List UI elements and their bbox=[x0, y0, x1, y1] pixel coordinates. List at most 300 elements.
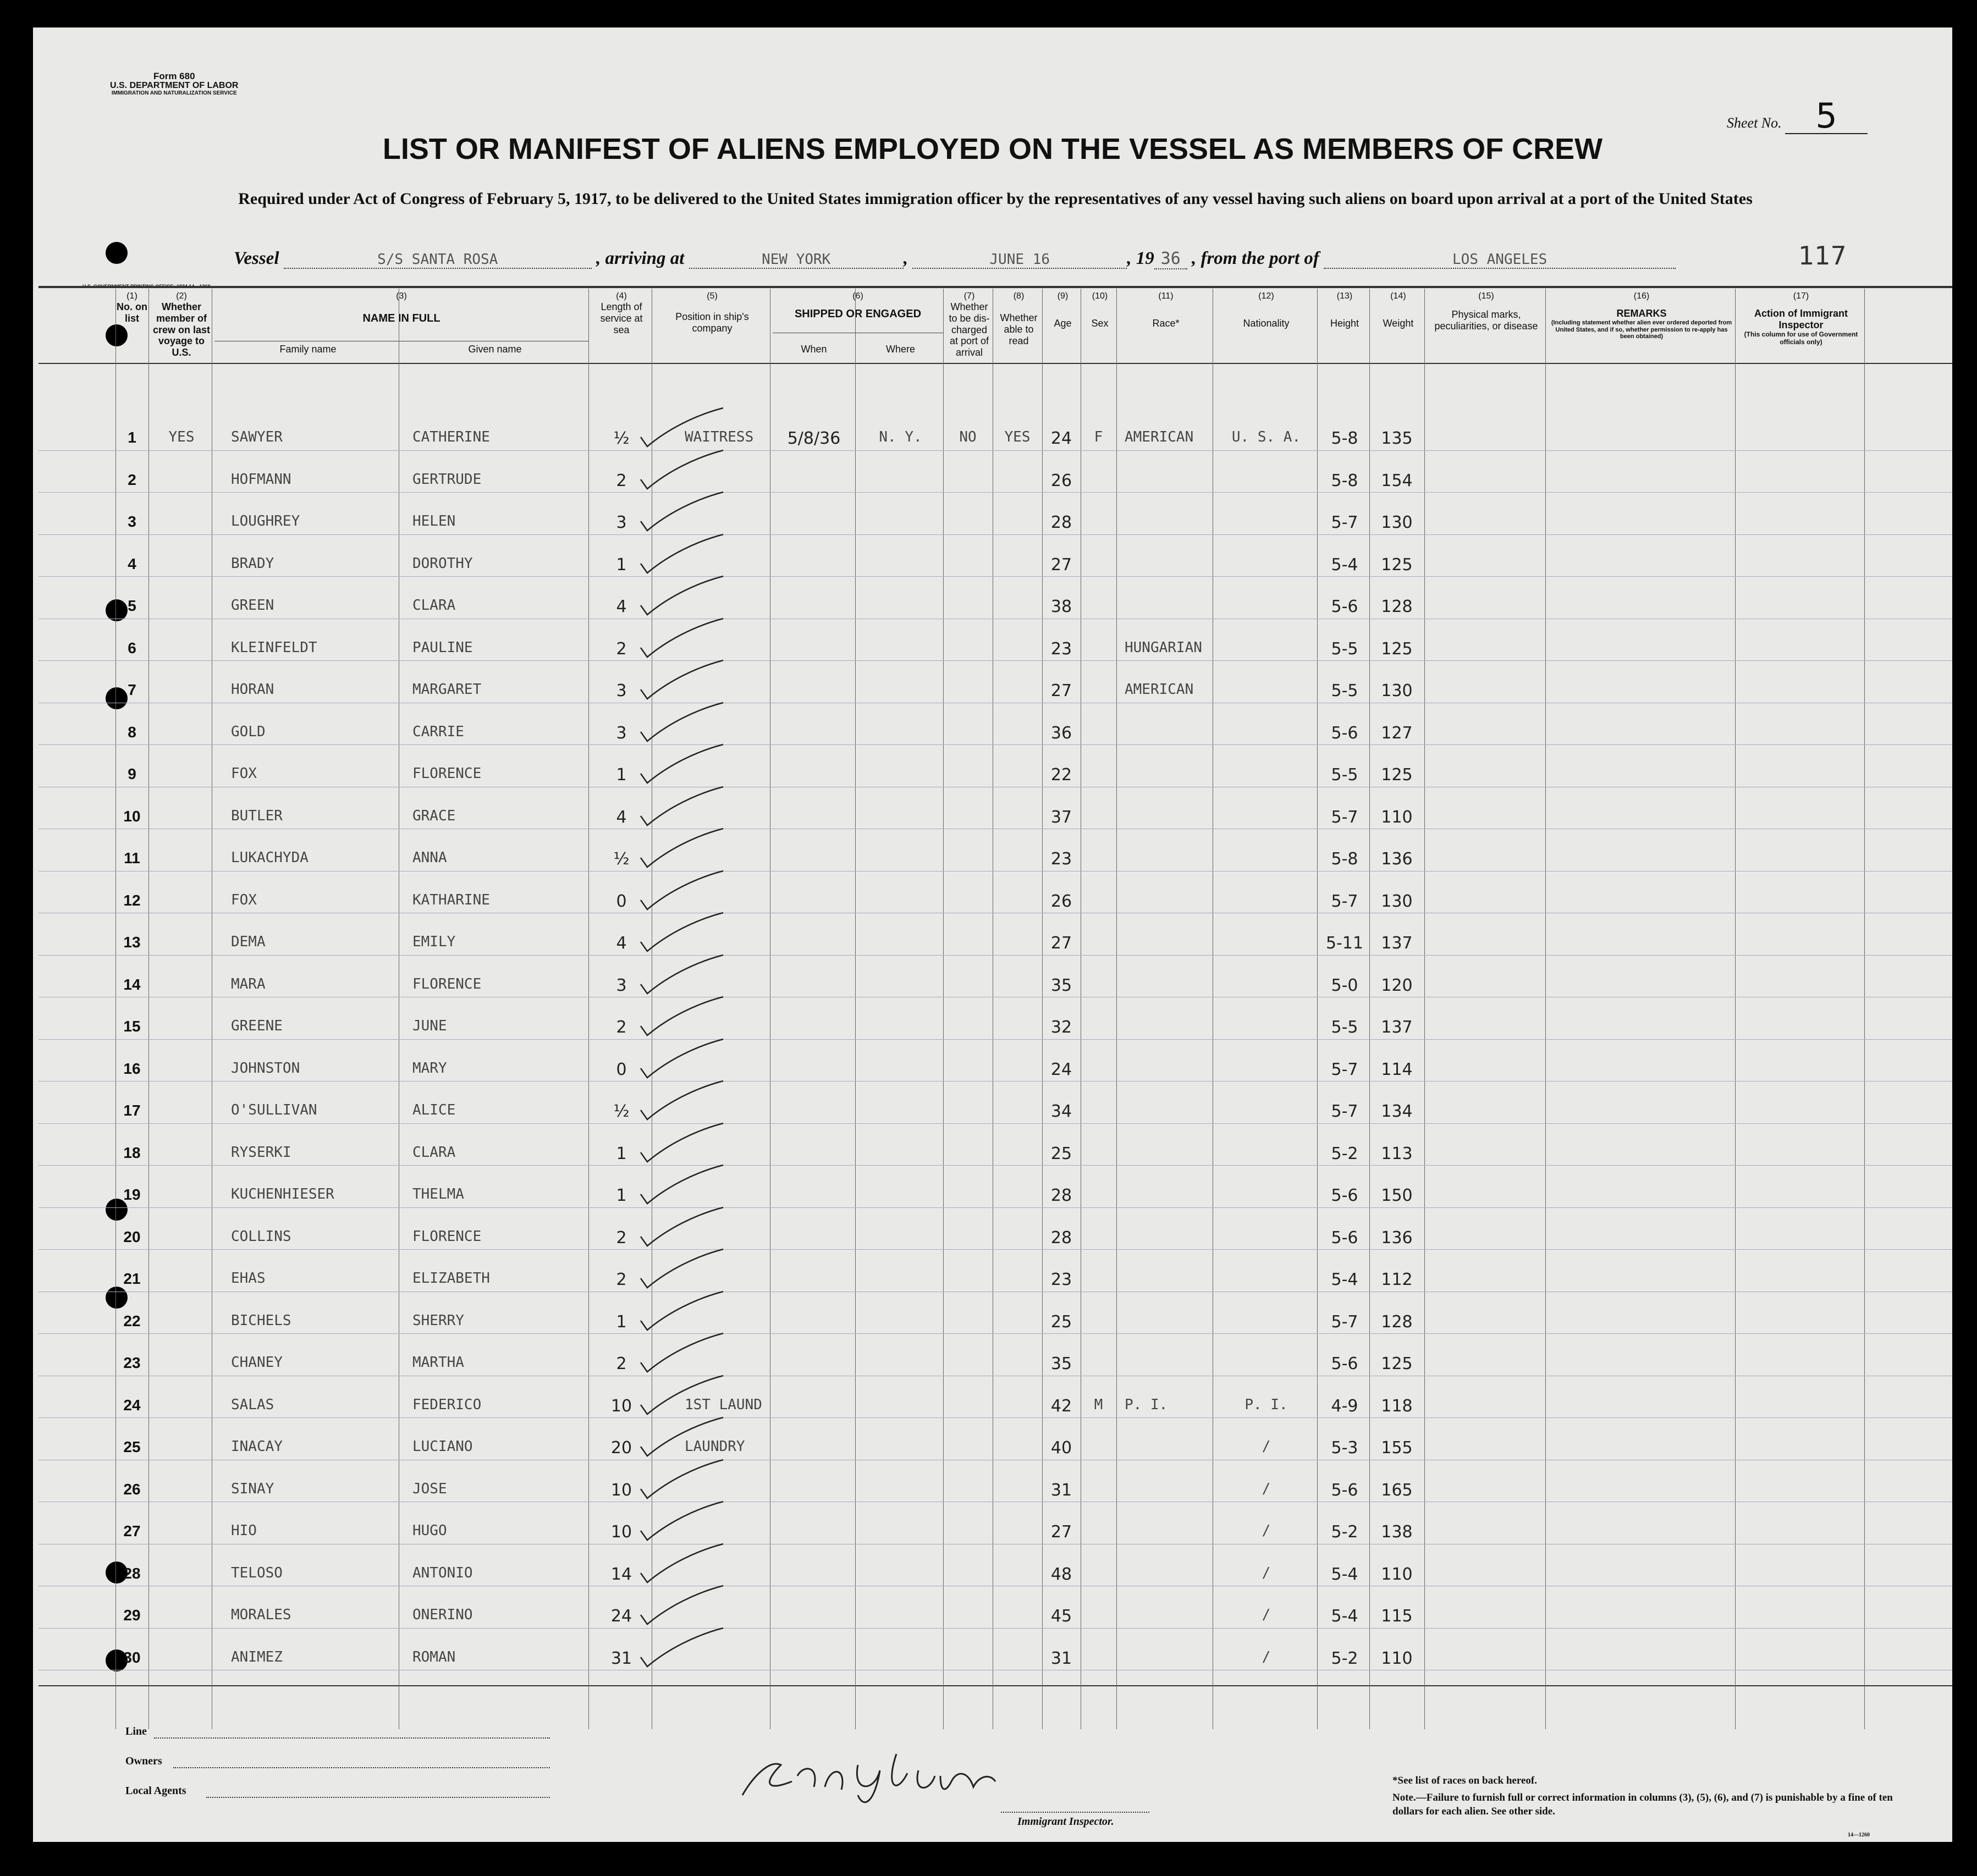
cell-family: MARA bbox=[231, 975, 266, 992]
column-rule bbox=[855, 289, 856, 1729]
cell-service: 2 bbox=[616, 1270, 627, 1289]
cell-height: 5-6 bbox=[1331, 723, 1358, 743]
from-label: , from the port of bbox=[1191, 249, 1319, 268]
cell-height: 5-6 bbox=[1331, 1228, 1358, 1248]
cell-no: 15 bbox=[123, 1018, 141, 1035]
col-header-sex: (10) Sex bbox=[1091, 291, 1109, 329]
col-header-read: (8) Whether able to read bbox=[1000, 291, 1038, 346]
cell-age: 26 bbox=[1050, 891, 1072, 911]
cell-no: 14 bbox=[123, 975, 141, 993]
cell-given: FLORENCE bbox=[412, 765, 482, 782]
cell-family: FOX bbox=[231, 765, 257, 782]
cell-family: JOHNSTON bbox=[231, 1060, 300, 1077]
from-port: LOS ANGELES bbox=[1324, 251, 1676, 269]
cell-age: 28 bbox=[1050, 1186, 1072, 1205]
cell-no: 18 bbox=[123, 1144, 141, 1161]
cell-weight: 113 bbox=[1381, 1144, 1413, 1163]
cell-service: 10 bbox=[610, 1396, 632, 1416]
table-row bbox=[38, 955, 1952, 956]
cell-service: 4 bbox=[616, 597, 627, 616]
column-rule bbox=[943, 289, 944, 1729]
cell-given: EMILY bbox=[412, 934, 456, 950]
owners-label: Owners bbox=[125, 1755, 162, 1767]
cell-height: 5-8 bbox=[1331, 471, 1358, 490]
cell-family: ANIMEZ bbox=[231, 1648, 283, 1665]
cell-height: 5-2 bbox=[1331, 1144, 1358, 1163]
cell-service: 3 bbox=[616, 681, 627, 700]
col-header-height: (13) Height bbox=[1330, 291, 1359, 329]
cell-no: 29 bbox=[123, 1607, 141, 1624]
cell-age: 28 bbox=[1050, 513, 1072, 532]
cell-age: 45 bbox=[1050, 1607, 1072, 1626]
cell-position: 1ST LAUND bbox=[685, 1396, 762, 1413]
cell-service: 10 bbox=[610, 1480, 632, 1500]
cell-service: 2 bbox=[616, 1228, 627, 1248]
cell-family: MORALES bbox=[231, 1607, 291, 1623]
cell-age: 25 bbox=[1050, 1312, 1072, 1332]
cell-age: 36 bbox=[1050, 723, 1072, 743]
cell-given: THELMA bbox=[412, 1186, 464, 1202]
cell-given: ANTONIO bbox=[412, 1564, 473, 1581]
owners-field bbox=[173, 1767, 550, 1768]
cell-position: WAITRESS bbox=[685, 429, 754, 445]
cell-height: 5-7 bbox=[1331, 513, 1358, 532]
cell-family: SINAY bbox=[231, 1480, 274, 1497]
cell-height: 5-7 bbox=[1331, 1060, 1358, 1079]
table-row bbox=[38, 1081, 1952, 1082]
cell-age: 37 bbox=[1050, 807, 1072, 827]
cell-height: 5-6 bbox=[1331, 597, 1358, 616]
cell-age: 32 bbox=[1050, 1018, 1072, 1037]
line-field bbox=[154, 1737, 550, 1739]
col-header-weight: (14) Weight bbox=[1383, 291, 1414, 329]
cell-height: 5-5 bbox=[1331, 1018, 1358, 1037]
punch-hole bbox=[106, 1287, 128, 1309]
cell-family: INACAY bbox=[231, 1438, 283, 1455]
cell-age: 34 bbox=[1050, 1102, 1072, 1121]
cell-height: 5-4 bbox=[1331, 1607, 1358, 1626]
punch-hole bbox=[106, 242, 128, 264]
cell-given: JOSE bbox=[412, 1480, 447, 1497]
cell-no: 30 bbox=[123, 1648, 141, 1666]
cell-weight: 134 bbox=[1381, 1102, 1413, 1121]
cell-weight: 138 bbox=[1381, 1522, 1413, 1542]
cell-family: KUCHENHIESER bbox=[231, 1186, 334, 1202]
cell-no: 28 bbox=[123, 1564, 141, 1582]
cell-family: GOLD bbox=[231, 723, 266, 740]
col-header-discharged: (7) Whether to be dis-charged at port of arrival bbox=[949, 291, 990, 358]
cell-age: 40 bbox=[1050, 1438, 1072, 1458]
cell-age: 23 bbox=[1050, 639, 1072, 659]
cell-age: 27 bbox=[1050, 934, 1072, 953]
punch-hole bbox=[106, 324, 128, 346]
department-name: U.S. DEPARTMENT OF LABOR bbox=[110, 80, 239, 90]
cell-weight: 125 bbox=[1381, 765, 1413, 785]
cell-weight: 136 bbox=[1381, 1228, 1413, 1248]
cell-service: 10 bbox=[610, 1522, 632, 1542]
header-top-rule bbox=[38, 286, 1952, 288]
cell-age: 27 bbox=[1050, 555, 1072, 575]
table-row bbox=[38, 534, 1952, 535]
table-row bbox=[38, 1249, 1952, 1250]
cell-given: MARGARET bbox=[412, 681, 482, 698]
cell-given: HUGO bbox=[412, 1522, 447, 1539]
cell-no: 12 bbox=[123, 891, 141, 909]
cell-weight: 165 bbox=[1381, 1480, 1413, 1500]
column-rule bbox=[1369, 289, 1370, 1729]
form-number: Form 680 bbox=[153, 71, 195, 81]
cell-given: KATHARINE bbox=[412, 891, 490, 908]
cell-no: 26 bbox=[123, 1480, 141, 1498]
cell-family: GREENE bbox=[231, 1018, 283, 1034]
local-agents-label: Local Agents bbox=[125, 1785, 186, 1797]
inspector-label: Immigrant Inspector. bbox=[1017, 1816, 1114, 1828]
cell-weight: 110 bbox=[1381, 1648, 1413, 1668]
cell-service: ½ bbox=[613, 849, 630, 869]
form-identifier bbox=[110, 71, 238, 96]
cell-height: 5-11 bbox=[1325, 934, 1364, 953]
cell-age: 25 bbox=[1050, 1144, 1072, 1163]
cell-age: 38 bbox=[1050, 597, 1072, 616]
col-header-position: (5) Position in ship's company bbox=[675, 291, 749, 334]
cell-given: DOROTHY bbox=[412, 555, 473, 572]
cell-race: P. I. bbox=[1125, 1396, 1168, 1413]
cell-family: SAWYER bbox=[231, 429, 283, 445]
cell-service: 1 bbox=[616, 1186, 627, 1205]
cell-family: O'SULLIVAN bbox=[231, 1102, 317, 1118]
col-header-race: (11) Race* bbox=[1152, 291, 1180, 329]
cell-no: 1 bbox=[128, 429, 136, 446]
manifest-page bbox=[33, 27, 1952, 1842]
arrival-date: JUNE 16 bbox=[912, 251, 1127, 269]
table-row bbox=[38, 492, 1952, 493]
cell-height: 5-8 bbox=[1331, 849, 1358, 869]
cell-sex: F bbox=[1094, 429, 1103, 445]
cell-weight: 154 bbox=[1381, 471, 1413, 490]
cell-service: 31 bbox=[610, 1648, 632, 1668]
cell-weight: 135 bbox=[1381, 429, 1413, 448]
cell-age: 27 bbox=[1050, 681, 1072, 700]
col-header-family-name: Family name bbox=[279, 344, 337, 355]
cell-family: HOFMANN bbox=[231, 471, 291, 488]
table-row bbox=[38, 450, 1952, 451]
table-row bbox=[38, 660, 1952, 661]
cell-nationality: / bbox=[1262, 1522, 1271, 1539]
cell-family: EHAS bbox=[231, 1270, 266, 1287]
cell-service: 1 bbox=[616, 1312, 627, 1332]
table-row bbox=[38, 1207, 1952, 1208]
cell-family: HORAN bbox=[231, 681, 274, 698]
cell-race: HUNGARIAN bbox=[1125, 639, 1202, 656]
vessel-name: S/S SANTA ROSA bbox=[284, 251, 592, 269]
cell-no: 11 bbox=[124, 849, 140, 867]
cell-given: MARY bbox=[412, 1060, 447, 1077]
column-rule bbox=[1545, 289, 1546, 1729]
cell-weight: 137 bbox=[1381, 1018, 1413, 1037]
cell-height: 5-2 bbox=[1331, 1648, 1358, 1668]
cell-age: 23 bbox=[1050, 1270, 1072, 1289]
cell-age: 27 bbox=[1050, 1522, 1072, 1542]
cell-height: 5-7 bbox=[1331, 807, 1358, 827]
local-agents-field bbox=[206, 1797, 550, 1798]
cell-height: 5-6 bbox=[1331, 1480, 1358, 1500]
cell-nationality: / bbox=[1262, 1438, 1271, 1455]
cell-service: 3 bbox=[616, 975, 627, 995]
cell-given: ALICE bbox=[412, 1102, 456, 1118]
cell-no: 16 bbox=[123, 1060, 141, 1077]
table-row bbox=[38, 1417, 1952, 1418]
col-header-inspector-action: (17) Action of Immigrant Inspector (This column for use of Government officials only) bbox=[1744, 291, 1858, 346]
cell-service: 3 bbox=[616, 723, 627, 743]
cell-height: 5-7 bbox=[1331, 1312, 1358, 1332]
cell-height: 4-9 bbox=[1331, 1396, 1358, 1416]
sheet-number bbox=[1727, 96, 1868, 136]
cell-no: 7 bbox=[128, 681, 136, 698]
cell-weight: 125 bbox=[1381, 639, 1413, 659]
column-rule bbox=[1735, 289, 1736, 1729]
cell-no: 27 bbox=[123, 1522, 141, 1540]
inspector-signature-line bbox=[1001, 1812, 1149, 1813]
cell-no: 6 bbox=[128, 639, 136, 656]
cell-height: 5-6 bbox=[1331, 1354, 1358, 1373]
column-rule bbox=[1424, 289, 1425, 1729]
cell-weight: 155 bbox=[1381, 1438, 1413, 1458]
cell-weight: 127 bbox=[1381, 723, 1413, 743]
cell-given: FLORENCE bbox=[412, 975, 482, 992]
cell-no: 20 bbox=[123, 1228, 141, 1245]
cell-where: N. Y. bbox=[879, 429, 922, 445]
cell-height: 5-2 bbox=[1331, 1522, 1358, 1542]
col-header-name: (3) NAME IN FULL bbox=[362, 291, 440, 325]
cell-age: 23 bbox=[1050, 849, 1072, 869]
cell-weight: 128 bbox=[1381, 597, 1413, 616]
cell-weight: 114 bbox=[1381, 1060, 1413, 1079]
cell-family: LUKACHYDA bbox=[231, 849, 309, 866]
service-name: IMMIGRATION AND NATURALIZATION SERVICE bbox=[111, 90, 237, 96]
cell-family: SALAS bbox=[231, 1396, 274, 1413]
column-rule bbox=[1116, 289, 1117, 1729]
col-header-physical-marks: (15) Physical marks, peculiarities, or disease bbox=[1434, 291, 1538, 332]
cell-given: CLARA bbox=[412, 1144, 456, 1161]
cell-family: COLLINS bbox=[231, 1228, 291, 1245]
cell-service: 1 bbox=[616, 555, 627, 575]
cell-no: 13 bbox=[123, 934, 141, 951]
fine-note: Note.—Failure to furnish full or correct information in columns (3), (5), (6), and (7) is punishable by a fine of ten dollars for each alien. See other side. bbox=[1392, 1792, 1893, 1817]
year-suffix: 36 bbox=[1154, 249, 1187, 269]
cell-given: CLARA bbox=[412, 597, 456, 614]
cell-service: 2 bbox=[616, 1018, 627, 1037]
cell-family: BUTLER bbox=[231, 807, 283, 824]
cell-height: 5-5 bbox=[1331, 639, 1358, 659]
sheet-value: 5 bbox=[1785, 99, 1868, 134]
cell-no: 5 bbox=[128, 597, 136, 614]
cell-service: 4 bbox=[616, 934, 627, 953]
cell-service: 2 bbox=[616, 471, 627, 490]
cell-no: 2 bbox=[128, 471, 136, 488]
cell-weight: 118 bbox=[1381, 1396, 1413, 1416]
arriving-label: , arriving at bbox=[596, 249, 685, 268]
cell-weight: 128 bbox=[1381, 1312, 1413, 1332]
table-row bbox=[38, 576, 1952, 577]
cell-family: TELOSO bbox=[231, 1564, 283, 1581]
cell-age: 31 bbox=[1050, 1648, 1072, 1668]
cell-nationality: P. I. bbox=[1244, 1396, 1288, 1413]
line-label: Line bbox=[125, 1725, 147, 1737]
table-row bbox=[38, 1333, 1952, 1334]
cell-no: 9 bbox=[128, 765, 136, 782]
cell-given: ONERINO bbox=[412, 1607, 473, 1623]
cell-height: 5-7 bbox=[1331, 1102, 1358, 1121]
cell-height: 5-6 bbox=[1331, 1186, 1358, 1205]
col-header-previous-voyage: (2) Whether member of crew on last voyage to U.S. bbox=[152, 291, 211, 358]
cell-given: ELIZABETH bbox=[412, 1270, 490, 1287]
cell-height: 5-5 bbox=[1331, 681, 1358, 700]
cell-weight: 112 bbox=[1381, 1270, 1413, 1289]
column-rule bbox=[115, 289, 116, 1729]
check-mark bbox=[635, 1627, 734, 1676]
cell-family: GREEN bbox=[231, 597, 274, 614]
cell-height: 5-5 bbox=[1331, 765, 1358, 785]
cell-height: 5-4 bbox=[1331, 1270, 1358, 1289]
cell-age: 24 bbox=[1050, 429, 1072, 448]
cell-height: 5-4 bbox=[1331, 555, 1358, 575]
cell-service: 1 bbox=[616, 1144, 627, 1163]
cell-weight: 137 bbox=[1381, 934, 1413, 953]
cell-age: 35 bbox=[1050, 1354, 1072, 1373]
cell-height: 5-4 bbox=[1331, 1564, 1358, 1584]
cell-service: 24 bbox=[610, 1607, 632, 1626]
cell-no: 19 bbox=[123, 1186, 141, 1203]
cell-family: FOX bbox=[231, 891, 257, 908]
vessel-number: 117 bbox=[1798, 241, 1847, 271]
race-note: *See list of races on back hereof. bbox=[1392, 1775, 1537, 1786]
cell-service: 2 bbox=[616, 1354, 627, 1373]
cell-age: 42 bbox=[1050, 1396, 1072, 1416]
cell-height: 5-3 bbox=[1331, 1438, 1358, 1458]
cell-family: BRADY bbox=[231, 555, 274, 572]
cell-family: LOUGHREY bbox=[231, 513, 300, 529]
year-prefix: 19 bbox=[1136, 249, 1154, 268]
cell-age: 22 bbox=[1050, 765, 1072, 785]
cell-nationality: / bbox=[1262, 1607, 1271, 1623]
cell-nationality: U. S. A. bbox=[1231, 429, 1301, 445]
cell-given: ROMAN bbox=[412, 1648, 456, 1665]
cell-weight: 125 bbox=[1381, 1354, 1413, 1373]
cell-nationality: / bbox=[1262, 1480, 1271, 1497]
gpo-imprint: U.S. GOVERNMENT PRINTING OFFICE: 1934 14—1260 bbox=[82, 284, 211, 289]
cell-service: 0 bbox=[616, 1060, 627, 1079]
col-header-shipped: (6) SHIPPED OR ENGAGED bbox=[794, 291, 922, 321]
cell-given: LUCIANO bbox=[412, 1438, 473, 1455]
cell-weight: 130 bbox=[1381, 681, 1413, 700]
cell-age: 26 bbox=[1050, 471, 1072, 490]
sheet-label: Sheet No. bbox=[1727, 115, 1782, 131]
cell-given: PAULINE bbox=[412, 639, 473, 656]
cell-age: 48 bbox=[1050, 1564, 1072, 1584]
col-header-when: When bbox=[801, 344, 827, 355]
cell-height: 5-0 bbox=[1331, 975, 1358, 995]
cell-family: KLEINFELDT bbox=[231, 639, 317, 656]
cell-discharged: NO bbox=[959, 429, 977, 445]
col-header-given-name: Given name bbox=[468, 344, 522, 355]
cell-family: HIO bbox=[231, 1522, 257, 1539]
cell-given: GERTRUDE bbox=[412, 471, 482, 488]
cell-service: 14 bbox=[610, 1564, 632, 1584]
footer-rule bbox=[38, 1685, 1952, 1686]
cell-prev: YES bbox=[168, 429, 195, 445]
column-rule bbox=[588, 289, 589, 1729]
cell-no: 17 bbox=[123, 1102, 141, 1119]
cell-nationality: / bbox=[1262, 1648, 1271, 1665]
col-header-remarks: (16) REMARKS (Including statement whether alien ever ordered deported from United States, and if so, whether permission to re-apply has been obtained) bbox=[1551, 291, 1732, 340]
cell-family: DEMA bbox=[231, 934, 266, 950]
cell-family: CHANEY bbox=[231, 1354, 283, 1371]
inspector-signature bbox=[731, 1743, 1061, 1809]
cell-weight: 125 bbox=[1381, 555, 1413, 575]
col-header-age: (9) Age bbox=[1054, 291, 1072, 329]
cell-no: 21 bbox=[123, 1270, 141, 1287]
table-row bbox=[38, 1123, 1952, 1124]
cell-given: FLORENCE bbox=[412, 1228, 482, 1245]
cell-when: 5/8/36 bbox=[787, 429, 841, 448]
cell-weight: 130 bbox=[1381, 891, 1413, 911]
cell-given: MARTHA bbox=[412, 1354, 464, 1371]
cell-race: AMERICAN bbox=[1125, 429, 1194, 445]
print-code: 14—1260 bbox=[1848, 1832, 1870, 1838]
cell-given: JUNE bbox=[412, 1018, 447, 1034]
column-rule bbox=[148, 289, 149, 1729]
cell-service: 0 bbox=[616, 891, 627, 911]
header-bottom-rule bbox=[38, 363, 1952, 364]
cell-family: BICHELS bbox=[231, 1312, 291, 1329]
table-row bbox=[38, 744, 1952, 745]
table-row bbox=[38, 1628, 1952, 1629]
cell-age: 24 bbox=[1050, 1060, 1072, 1079]
cell-no: 3 bbox=[128, 513, 136, 530]
cell-nationality: / bbox=[1262, 1564, 1271, 1581]
cell-weight: 136 bbox=[1381, 849, 1413, 869]
col-header-where: Where bbox=[885, 344, 915, 355]
cell-no: 23 bbox=[123, 1354, 141, 1371]
cell-sex: M bbox=[1094, 1396, 1103, 1413]
cell-given: GRACE bbox=[412, 807, 456, 824]
cell-given: HELEN bbox=[412, 513, 456, 529]
cell-no: 22 bbox=[123, 1312, 141, 1329]
col-header-no: (1) No. on list bbox=[117, 291, 147, 324]
page-title: LIST OR MANIFEST OF ALIENS EMPLOYED ON THE VESSEL AS MEMBERS OF CREW bbox=[382, 133, 1603, 165]
cell-position: LAUNDRY bbox=[685, 1438, 745, 1455]
cell-no: 8 bbox=[128, 723, 136, 741]
cell-weight: 110 bbox=[1381, 807, 1413, 827]
cell-weight: 150 bbox=[1381, 1186, 1413, 1205]
col-header-nationality: (12) Nationality bbox=[1243, 291, 1290, 329]
cell-no: 24 bbox=[123, 1396, 141, 1414]
arriving-port: NEW YORK bbox=[689, 251, 904, 269]
cell-family: RYSERKI bbox=[231, 1144, 291, 1161]
cell-weight: 115 bbox=[1381, 1607, 1413, 1626]
cell-read: YES bbox=[1004, 429, 1031, 445]
cell-service: 2 bbox=[616, 639, 627, 659]
cell-service: ½ bbox=[613, 429, 630, 448]
vessel-line: Vessel S/S SANTA ROSA , arriving at NEW YORK , JUNE 16 , 19 36 , from the port of LOS ANGELES bbox=[234, 249, 1676, 269]
column-rule bbox=[1864, 289, 1865, 1729]
cell-weight: 110 bbox=[1381, 1564, 1413, 1584]
cell-given: SHERRY bbox=[412, 1312, 464, 1329]
cell-weight: 120 bbox=[1381, 975, 1413, 995]
cell-race: AMERICAN bbox=[1125, 681, 1194, 698]
cell-no: 10 bbox=[123, 807, 141, 825]
cell-no: 4 bbox=[128, 555, 136, 572]
